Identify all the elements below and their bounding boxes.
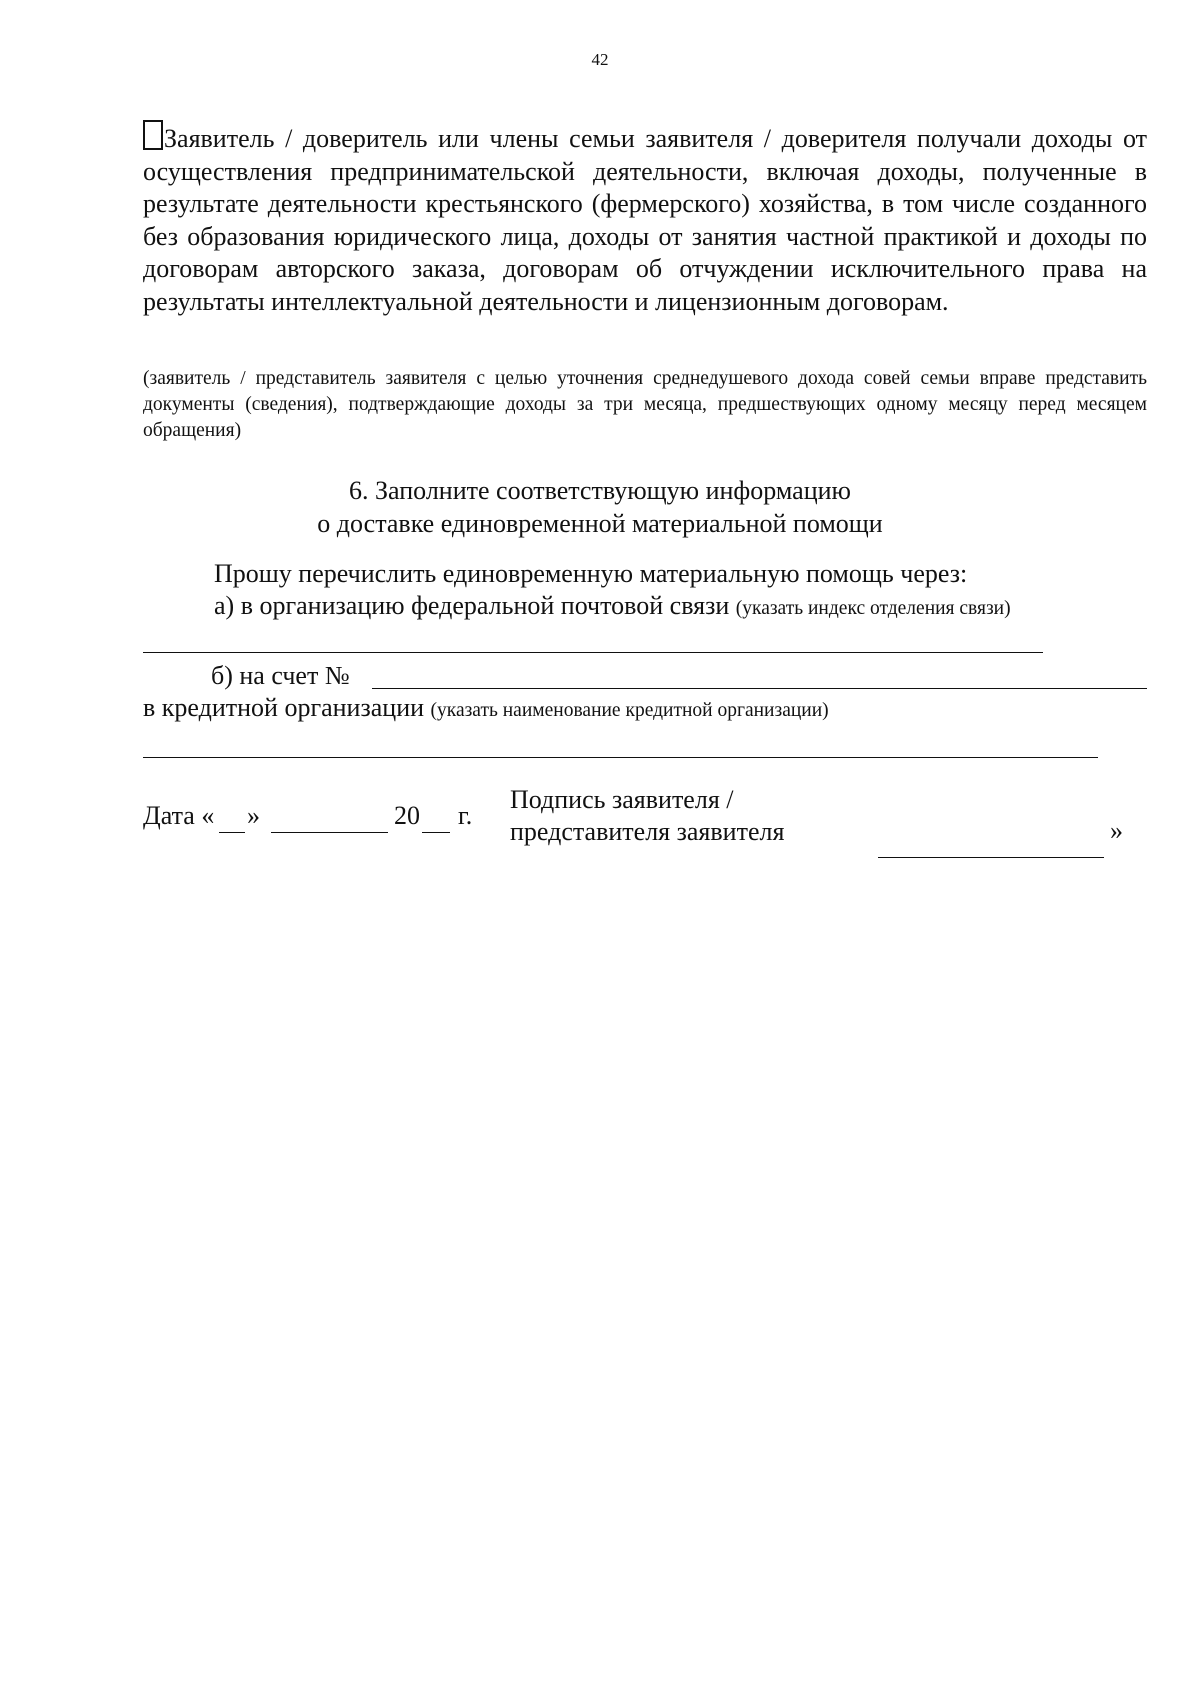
option-account	[211, 660, 350, 692]
signature-label-line2: представителя заявителя	[510, 817, 785, 846]
signature-label	[510, 784, 784, 848]
income-paragraph	[143, 120, 1147, 319]
postal-index-field[interactable]	[143, 652, 1043, 653]
income-checkbox[interactable]	[143, 120, 163, 150]
signature-label-line1: Подпись заявителя /	[510, 785, 734, 814]
year-prefix: 20	[394, 801, 420, 830]
date-close-quote: »	[247, 801, 260, 830]
account-number-field[interactable]	[372, 688, 1147, 689]
bank-line	[143, 692, 829, 727]
option-postal-label: а) в организацию федеральной почтовой связи	[214, 591, 730, 620]
closing-quote: »	[1110, 816, 1123, 845]
bank-name-field[interactable]	[143, 757, 1098, 758]
section-title	[0, 474, 1200, 540]
income-text: Заявитель / доверитель или члены семьи заявителя / доверителя получали доходы от осуществления предпринимательской деятельности, включая доходы, полученные в результате деятельности крестьянского (фермерского) хозяйства, в том числе созданного без образования юридического лица, доходы от занятия частной практикой и доходы по договорам авторского заказа, договорам об отчуждении исключительного права на результаты интеллектуальной деятельности и лицензионным договорам.	[143, 124, 1147, 316]
date-label: Дата «	[143, 801, 215, 830]
section-title-line1: 6. Заполните соответствующую информацию	[349, 476, 851, 505]
date-year-field[interactable]	[422, 832, 450, 833]
income-note: (заявитель / представитель заявителя с целью уточнения среднедушевого дохода совей семьи вправе представить документы (сведения), подтверждающие доходы за три месяца, предшествующих одному месяцу перед месяцем обращения)	[143, 368, 1147, 441]
section-title-line2: о доставке единовременной материальной помощи	[317, 509, 883, 538]
option-account-label: б) на счет №	[211, 661, 350, 690]
request-text: Прошу перечислить единовременную материальную помощь через:	[214, 559, 968, 588]
option-postal-note: (указать индекс отделения связи)	[735, 598, 1011, 619]
page-number: 42	[591, 50, 609, 69]
date-day-field[interactable]	[219, 832, 245, 833]
option-postal	[214, 590, 1011, 625]
bank-note: (указать наименование кредитной организации)	[430, 700, 829, 721]
bank-label: в кредитной организации	[143, 693, 425, 722]
year-suffix: г.	[458, 801, 473, 830]
date-month-field[interactable]	[271, 832, 388, 833]
signature-field[interactable]	[878, 857, 1104, 858]
